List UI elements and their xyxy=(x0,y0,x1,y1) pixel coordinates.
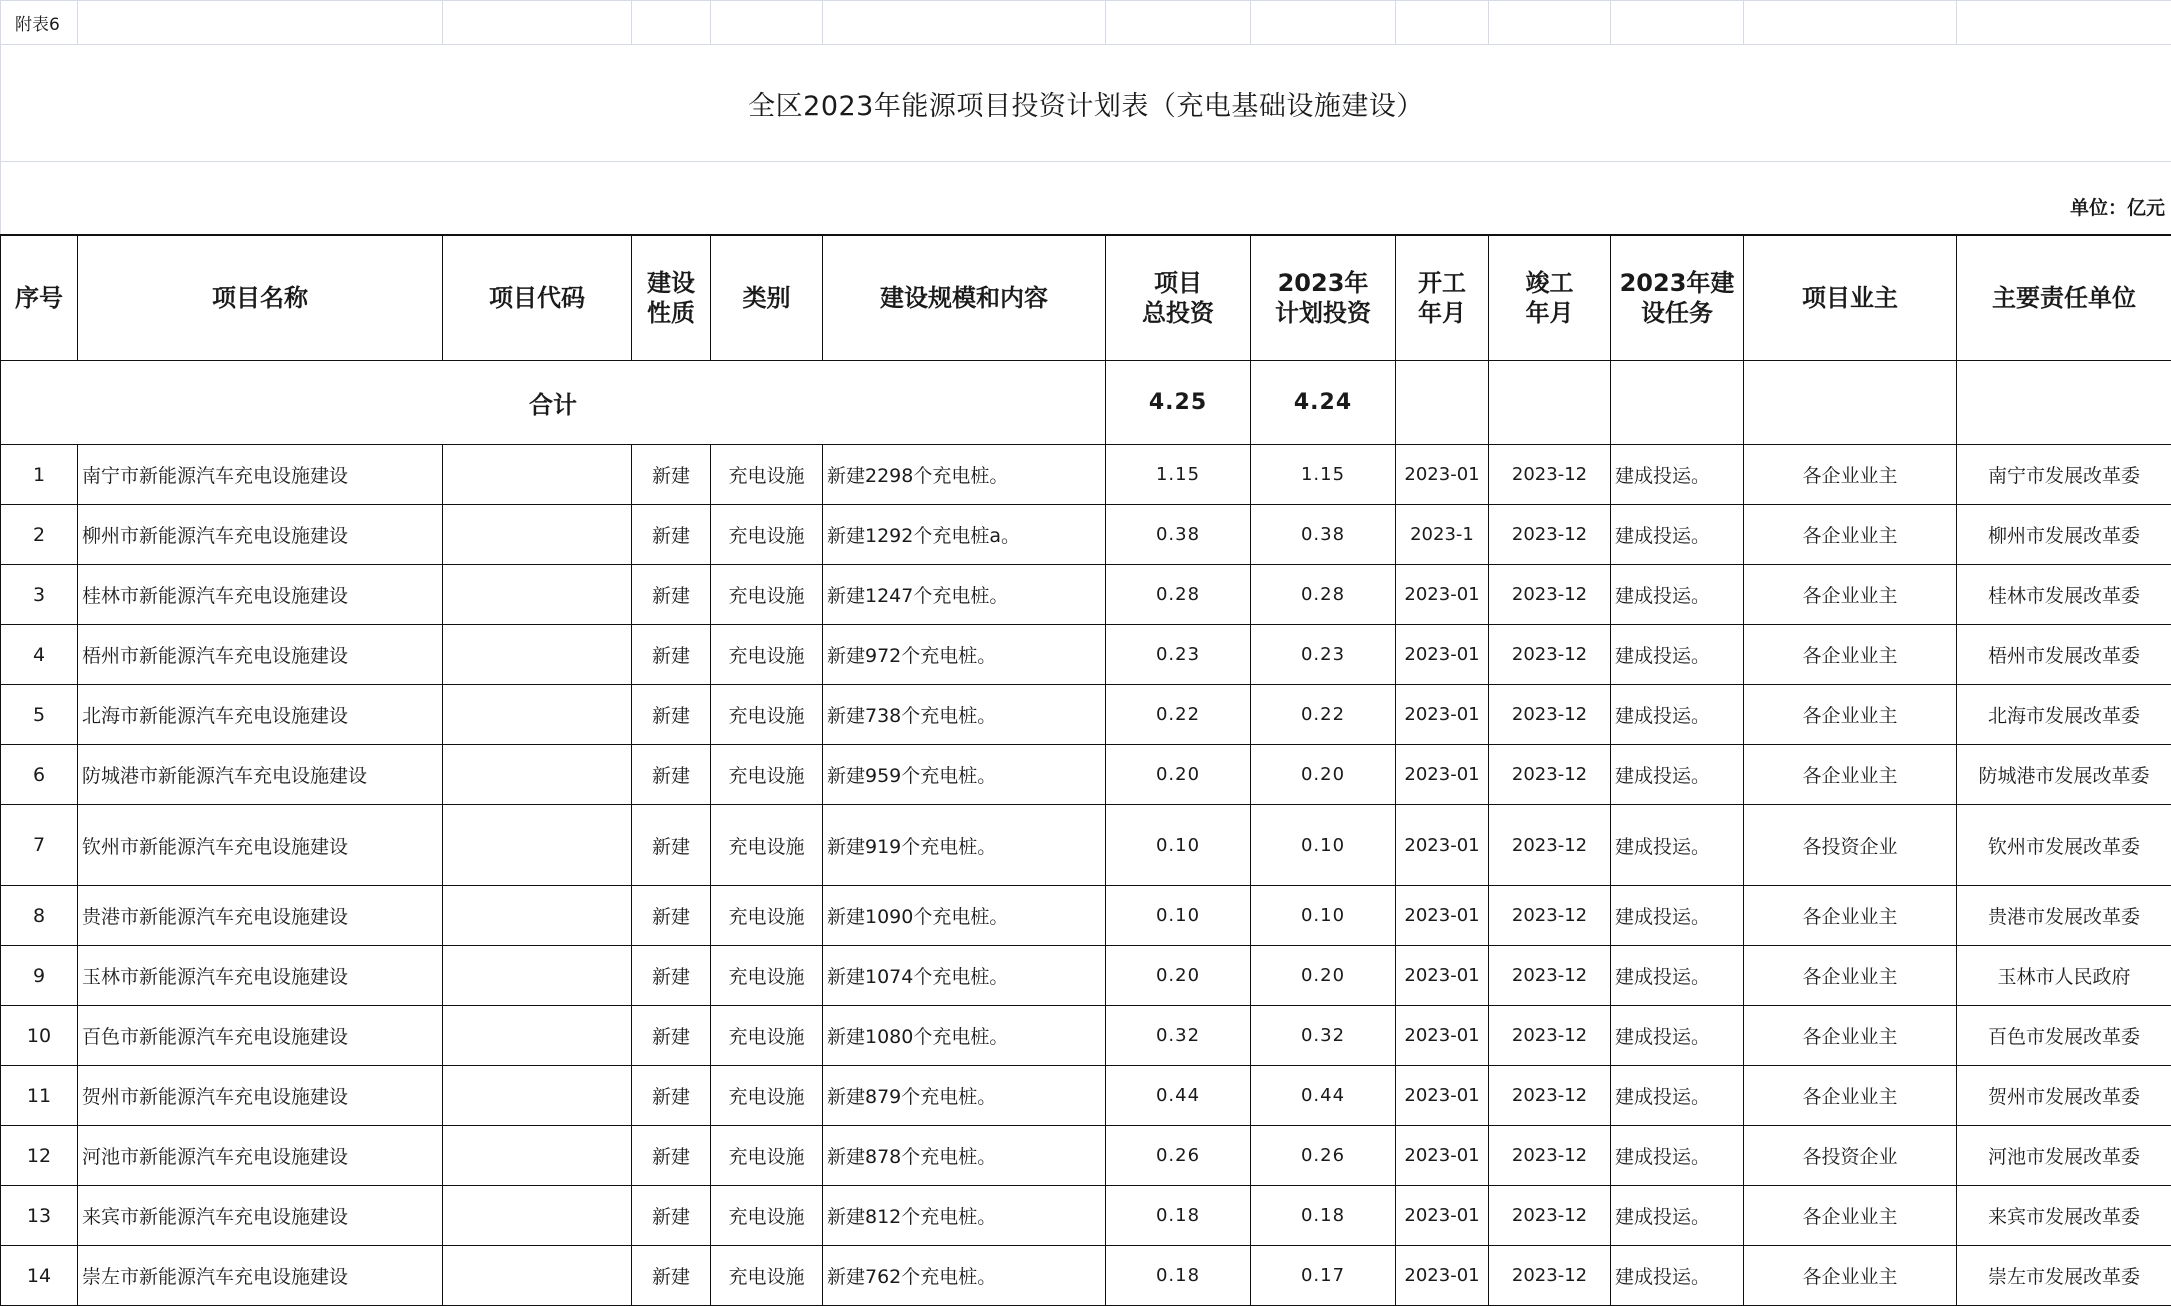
project-code-cell[interactable] xyxy=(443,565,632,625)
project-name-cell[interactable]: 柳州市新能源汽车充电设施建设 xyxy=(78,505,443,565)
responsible-unit-cell[interactable]: 北海市发展改革委 xyxy=(1957,685,2171,745)
project-code-cell[interactable] xyxy=(443,1126,632,1186)
end-date-cell[interactable]: 2023-12 xyxy=(1489,445,1611,505)
owner-cell[interactable]: 各企业业主 xyxy=(1744,505,1957,565)
owner-cell[interactable]: 各投资企业 xyxy=(1744,805,1957,886)
plan-investment-cell[interactable]: 0.20 xyxy=(1251,745,1396,805)
project-code-cell[interactable] xyxy=(443,946,632,1006)
nature-cell[interactable]: 新建 xyxy=(632,1066,711,1126)
plan-investment-cell[interactable]: 0.38 xyxy=(1251,505,1396,565)
table-row xyxy=(1,685,2171,745)
plan-investment-cell[interactable]: 0.20 xyxy=(1251,946,1396,1006)
project-code-cell[interactable] xyxy=(443,685,632,745)
category-cell[interactable]: 充电设施 xyxy=(711,685,823,745)
total-investment-cell[interactable]: 1.15 xyxy=(1106,445,1251,505)
nature-cell[interactable]: 新建 xyxy=(632,685,711,745)
task-cell[interactable]: 建成投运。 xyxy=(1611,1006,1744,1066)
responsible-unit-cell[interactable]: 柳州市发展改革委 xyxy=(1957,505,2171,565)
task-cell[interactable]: 建成投运。 xyxy=(1611,1246,1744,1306)
nature-cell[interactable]: 新建 xyxy=(632,445,711,505)
header-total[interactable]: 项目 总投资 xyxy=(1106,235,1251,361)
end-date-cell[interactable]: 2023-12 xyxy=(1489,1186,1611,1246)
responsible-unit-cell[interactable]: 梧州市发展改革委 xyxy=(1957,625,2171,685)
header-start[interactable]: 开工 年月 xyxy=(1396,235,1489,361)
owner-cell[interactable]: 各企业业主 xyxy=(1744,1066,1957,1126)
end-date-cell[interactable]: 2023-12 xyxy=(1489,565,1611,625)
scale-cell[interactable]: 新建879个充电桩。 xyxy=(823,1066,1106,1126)
start-date-cell[interactable]: 2023-01 xyxy=(1396,886,1489,946)
responsible-unit-cell[interactable]: 钦州市发展改革委 xyxy=(1957,805,2171,886)
category-cell[interactable]: 充电设施 xyxy=(711,1246,823,1306)
category-cell[interactable]: 充电设施 xyxy=(711,1186,823,1246)
total-investment-cell[interactable]: 0.18 xyxy=(1106,1186,1251,1246)
category-cell[interactable]: 充电设施 xyxy=(711,505,823,565)
task-cell[interactable]: 建成投运。 xyxy=(1611,505,1744,565)
total-investment-cell[interactable]: 0.22 xyxy=(1106,685,1251,745)
end-date-cell[interactable]: 2023-12 xyxy=(1489,745,1611,805)
scale-cell[interactable]: 新建738个充电桩。 xyxy=(823,685,1106,745)
owner-cell[interactable]: 各投资企业 xyxy=(1744,1126,1957,1186)
table-row xyxy=(1,886,2171,946)
responsible-unit-cell[interactable]: 防城港市发展改革委 xyxy=(1957,745,2171,805)
start-date-cell[interactable]: 2023-01 xyxy=(1396,445,1489,505)
project-name-cell[interactable]: 桂林市新能源汽车充电设施建设 xyxy=(78,565,443,625)
plan-investment-cell[interactable]: 0.26 xyxy=(1251,1126,1396,1186)
seq-cell[interactable]: 14 xyxy=(1,1246,78,1306)
header-end[interactable]: 竣工 年月 xyxy=(1489,235,1611,361)
plan-investment-cell[interactable]: 0.28 xyxy=(1251,565,1396,625)
header-responsible[interactable]: 主要责任单位 xyxy=(1957,235,2171,361)
end-date-cell[interactable]: 2023-12 xyxy=(1489,886,1611,946)
table-row xyxy=(1,1186,2171,1246)
nature-cell[interactable]: 新建 xyxy=(632,805,711,886)
category-cell[interactable]: 充电设施 xyxy=(711,1006,823,1066)
seq-cell[interactable]: 6 xyxy=(1,745,78,805)
project-name-cell[interactable]: 崇左市新能源汽车充电设施建设 xyxy=(78,1246,443,1306)
owner-cell[interactable]: 各企业业主 xyxy=(1744,565,1957,625)
start-date-cell[interactable]: 2023-01 xyxy=(1396,745,1489,805)
task-cell[interactable]: 建成投运。 xyxy=(1611,1126,1744,1186)
nature-cell[interactable]: 新建 xyxy=(632,1246,711,1306)
owner-cell[interactable]: 各企业业主 xyxy=(1744,625,1957,685)
table-row xyxy=(1,445,2171,505)
responsible-unit-cell[interactable]: 玉林市人民政府 xyxy=(1957,946,2171,1006)
sheet-title[interactable]: 全区2023年能源项目投资计划表（充电基础设施建设） xyxy=(1,45,2171,162)
header-code[interactable]: 项目代码 xyxy=(443,235,632,361)
project-name-cell[interactable]: 来宾市新能源汽车充电设施建设 xyxy=(78,1186,443,1246)
project-code-cell[interactable] xyxy=(443,1006,632,1066)
project-code-cell[interactable] xyxy=(443,625,632,685)
end-date-cell[interactable]: 2023-12 xyxy=(1489,1126,1611,1186)
end-date-cell[interactable]: 2023-12 xyxy=(1489,625,1611,685)
plan-investment-cell[interactable]: 0.10 xyxy=(1251,805,1396,886)
project-name-cell[interactable]: 贺州市新能源汽车充电设施建设 xyxy=(78,1066,443,1126)
end-date-cell[interactable]: 2023-12 xyxy=(1489,685,1611,745)
nature-cell[interactable]: 新建 xyxy=(632,1186,711,1246)
nature-cell[interactable]: 新建 xyxy=(632,1006,711,1066)
project-code-cell[interactable] xyxy=(443,1186,632,1246)
category-cell[interactable]: 充电设施 xyxy=(711,1066,823,1126)
start-date-cell[interactable]: 2023-01 xyxy=(1396,1066,1489,1126)
category-cell[interactable]: 充电设施 xyxy=(711,445,823,505)
project-code-cell[interactable] xyxy=(443,505,632,565)
project-code-cell[interactable] xyxy=(443,1246,632,1306)
owner-cell[interactable]: 各企业业主 xyxy=(1744,445,1957,505)
end-date-cell[interactable]: 2023-12 xyxy=(1489,946,1611,1006)
header-row xyxy=(1,235,2171,361)
start-date-cell[interactable]: 2023-01 xyxy=(1396,685,1489,745)
category-cell[interactable]: 充电设施 xyxy=(711,946,823,1006)
project-code-cell[interactable] xyxy=(443,1066,632,1126)
table-row xyxy=(1,565,2171,625)
scale-cell[interactable]: 新建959个充电桩。 xyxy=(823,745,1106,805)
nature-cell[interactable]: 新建 xyxy=(632,505,711,565)
start-date-cell[interactable]: 2023-01 xyxy=(1396,565,1489,625)
scale-cell[interactable]: 新建1080个充电桩。 xyxy=(823,1006,1106,1066)
total-investment-cell[interactable]: 0.32 xyxy=(1106,1006,1251,1066)
end-date-cell[interactable]: 2023-12 xyxy=(1489,1066,1611,1126)
total-investment-cell[interactable]: 0.28 xyxy=(1106,565,1251,625)
unit-note[interactable]: 单位：亿元 xyxy=(1,162,2171,236)
end-date-cell[interactable]: 2023-12 xyxy=(1489,1246,1611,1306)
task-cell[interactable]: 建成投运。 xyxy=(1611,745,1744,805)
nature-cell[interactable]: 新建 xyxy=(632,1126,711,1186)
project-name-cell[interactable]: 玉林市新能源汽车充电设施建设 xyxy=(78,946,443,1006)
seq-cell[interactable]: 5 xyxy=(1,685,78,745)
header-task[interactable]: 2023年建 设任务 xyxy=(1611,235,1744,361)
responsible-unit-cell[interactable]: 百色市发展改革委 xyxy=(1957,1006,2171,1066)
total-plan[interactable]: 4.24 xyxy=(1251,361,1396,445)
header-owner[interactable]: 项目业主 xyxy=(1744,235,1957,361)
start-date-cell[interactable]: 2023-01 xyxy=(1396,1006,1489,1066)
plan-investment-cell[interactable]: 1.15 xyxy=(1251,445,1396,505)
start-date-cell[interactable]: 2023-01 xyxy=(1396,1126,1489,1186)
project-code-cell[interactable] xyxy=(443,886,632,946)
plan-investment-cell[interactable]: 0.23 xyxy=(1251,625,1396,685)
scale-cell[interactable]: 新建812个充电桩。 xyxy=(823,1186,1106,1246)
scale-cell[interactable]: 新建972个充电桩。 xyxy=(823,625,1106,685)
category-cell[interactable]: 充电设施 xyxy=(711,565,823,625)
project-name-cell[interactable]: 梧州市新能源汽车充电设施建设 xyxy=(78,625,443,685)
seq-cell[interactable]: 8 xyxy=(1,886,78,946)
start-date-cell[interactable]: 2023-01 xyxy=(1396,625,1489,685)
task-cell[interactable]: 建成投运。 xyxy=(1611,886,1744,946)
owner-cell[interactable]: 各企业业主 xyxy=(1744,685,1957,745)
task-cell[interactable]: 建成投运。 xyxy=(1611,565,1744,625)
plan-investment-cell[interactable]: 0.17 xyxy=(1251,1246,1396,1306)
category-cell[interactable]: 充电设施 xyxy=(711,1126,823,1186)
task-cell[interactable]: 建成投运。 xyxy=(1611,805,1744,886)
plan-investment-cell[interactable]: 0.10 xyxy=(1251,886,1396,946)
start-date-cell[interactable]: 2023-01 xyxy=(1396,946,1489,1006)
owner-cell[interactable]: 各企业业主 xyxy=(1744,946,1957,1006)
category-cell[interactable]: 充电设施 xyxy=(711,886,823,946)
scale-cell[interactable]: 新建878个充电桩。 xyxy=(823,1126,1106,1186)
project-code-cell[interactable] xyxy=(443,805,632,886)
task-cell[interactable]: 建成投运。 xyxy=(1611,625,1744,685)
table-row xyxy=(1,1246,2171,1306)
seq-cell[interactable]: 10 xyxy=(1,1006,78,1066)
header-nature[interactable]: 建设 性质 xyxy=(632,235,711,361)
responsible-unit-cell[interactable]: 贵港市发展改革委 xyxy=(1957,886,2171,946)
start-date-cell[interactable]: 2023-1 xyxy=(1396,505,1489,565)
seq-cell[interactable]: 7 xyxy=(1,805,78,886)
project-name-cell[interactable]: 钦州市新能源汽车充电设施建设 xyxy=(78,805,443,886)
table-row xyxy=(1,625,2171,685)
category-cell[interactable]: 充电设施 xyxy=(711,805,823,886)
category-cell[interactable]: 充电设施 xyxy=(711,625,823,685)
project-name-cell[interactable]: 河池市新能源汽车充电设施建设 xyxy=(78,1126,443,1186)
plan-investment-cell[interactable]: 0.44 xyxy=(1251,1066,1396,1126)
task-cell[interactable]: 建成投运。 xyxy=(1611,445,1744,505)
total-investment-cell[interactable]: 0.44 xyxy=(1106,1066,1251,1126)
project-name-cell[interactable]: 防城港市新能源汽车充电设施建设 xyxy=(78,745,443,805)
total-investment-cell[interactable]: 0.20 xyxy=(1106,745,1251,805)
seq-cell[interactable]: 2 xyxy=(1,505,78,565)
project-code-cell[interactable] xyxy=(443,745,632,805)
seq-cell[interactable]: 11 xyxy=(1,1066,78,1126)
start-date-cell[interactable]: 2023-01 xyxy=(1396,1186,1489,1246)
total-investment-cell[interactable]: 0.18 xyxy=(1106,1246,1251,1306)
header-plan[interactable]: 2023年 计划投资 xyxy=(1251,235,1396,361)
plan-investment-cell[interactable]: 0.32 xyxy=(1251,1006,1396,1066)
seq-cell[interactable]: 1 xyxy=(1,445,78,505)
table-row xyxy=(1,505,2171,565)
seq-cell[interactable]: 12 xyxy=(1,1126,78,1186)
responsible-unit-cell[interactable]: 桂林市发展改革委 xyxy=(1957,565,2171,625)
project-code-cell[interactable] xyxy=(443,445,632,505)
nature-cell[interactable]: 新建 xyxy=(632,886,711,946)
responsible-unit-cell[interactable]: 河池市发展改革委 xyxy=(1957,1126,2171,1186)
project-name-cell[interactable]: 南宁市新能源汽车充电设施建设 xyxy=(78,445,443,505)
project-name-cell[interactable]: 百色市新能源汽车充电设施建设 xyxy=(78,1006,443,1066)
project-name-cell[interactable]: 贵港市新能源汽车充电设施建设 xyxy=(78,886,443,946)
table-row xyxy=(1,805,2171,886)
responsible-unit-cell[interactable]: 南宁市发展改革委 xyxy=(1957,445,2171,505)
plan-investment-cell[interactable]: 0.18 xyxy=(1251,1186,1396,1246)
task-cell[interactable]: 建成投运。 xyxy=(1611,1186,1744,1246)
scale-cell[interactable]: 新建1090个充电桩。 xyxy=(823,886,1106,946)
nature-cell[interactable]: 新建 xyxy=(632,625,711,685)
task-cell[interactable]: 建成投运。 xyxy=(1611,1066,1744,1126)
owner-cell[interactable]: 各企业业主 xyxy=(1744,1246,1957,1306)
seq-cell[interactable]: 3 xyxy=(1,565,78,625)
total-investment-cell[interactable]: 0.10 xyxy=(1106,805,1251,886)
header-name[interactable]: 项目名称 xyxy=(78,235,443,361)
total-investment-cell[interactable]: 0.38 xyxy=(1106,505,1251,565)
scale-cell[interactable]: 新建762个充电桩。 xyxy=(823,1246,1106,1306)
seq-cell[interactable]: 9 xyxy=(1,946,78,1006)
scale-cell[interactable]: 新建1247个充电桩。 xyxy=(823,565,1106,625)
start-date-cell[interactable]: 2023-01 xyxy=(1396,805,1489,886)
header-seq[interactable]: 序号 xyxy=(1,235,78,361)
owner-cell[interactable]: 各企业业主 xyxy=(1744,886,1957,946)
end-date-cell[interactable]: 2023-12 xyxy=(1489,505,1611,565)
scale-cell[interactable]: 新建2298个充电桩。 xyxy=(823,445,1106,505)
total-row xyxy=(1,361,2171,445)
nature-cell[interactable]: 新建 xyxy=(632,745,711,805)
responsible-unit-cell[interactable]: 来宾市发展改革委 xyxy=(1957,1186,2171,1246)
total-investment-cell[interactable]: 0.23 xyxy=(1106,625,1251,685)
plan-investment-cell[interactable]: 0.22 xyxy=(1251,685,1396,745)
total-investment-cell[interactable]: 0.26 xyxy=(1106,1126,1251,1186)
table-row xyxy=(1,745,2171,805)
header-category[interactable]: 类别 xyxy=(711,235,823,361)
responsible-unit-cell[interactable]: 贺州市发展改革委 xyxy=(1957,1066,2171,1126)
total-investment[interactable]: 4.25 xyxy=(1106,361,1251,445)
owner-cell[interactable]: 各企业业主 xyxy=(1744,745,1957,805)
scale-cell[interactable]: 新建1292个充电桩a。 xyxy=(823,505,1106,565)
project-name-cell[interactable]: 北海市新能源汽车充电设施建设 xyxy=(78,685,443,745)
end-date-cell[interactable]: 2023-12 xyxy=(1489,1006,1611,1066)
table-row xyxy=(1,1126,2171,1186)
seq-cell[interactable]: 13 xyxy=(1,1186,78,1246)
header-scale[interactable]: 建设规模和内容 xyxy=(823,235,1106,361)
seq-cell[interactable]: 4 xyxy=(1,625,78,685)
table-row xyxy=(1,1006,2171,1066)
nature-cell[interactable]: 新建 xyxy=(632,565,711,625)
owner-cell[interactable]: 各企业业主 xyxy=(1744,1006,1957,1066)
responsible-unit-cell[interactable]: 崇左市发展改革委 xyxy=(1957,1246,2171,1306)
table-row xyxy=(1,946,2171,1006)
task-cell[interactable]: 建成投运。 xyxy=(1611,946,1744,1006)
owner-cell[interactable]: 各企业业主 xyxy=(1744,1186,1957,1246)
nature-cell[interactable]: 新建 xyxy=(632,946,711,1006)
task-cell[interactable]: 建成投运。 xyxy=(1611,685,1744,745)
start-date-cell[interactable]: 2023-01 xyxy=(1396,1246,1489,1306)
table-row xyxy=(1,1066,2171,1126)
category-cell[interactable]: 充电设施 xyxy=(711,745,823,805)
scale-cell[interactable]: 新建919个充电桩。 xyxy=(823,805,1106,886)
attachment-label[interactable]: 附表6 xyxy=(1,1,78,45)
total-investment-cell[interactable]: 0.20 xyxy=(1106,946,1251,1006)
scale-cell[interactable]: 新建1074个充电桩。 xyxy=(823,946,1106,1006)
total-investment-cell[interactable]: 0.10 xyxy=(1106,886,1251,946)
end-date-cell[interactable]: 2023-12 xyxy=(1489,805,1611,886)
total-label[interactable]: 合计 xyxy=(1,361,1106,445)
